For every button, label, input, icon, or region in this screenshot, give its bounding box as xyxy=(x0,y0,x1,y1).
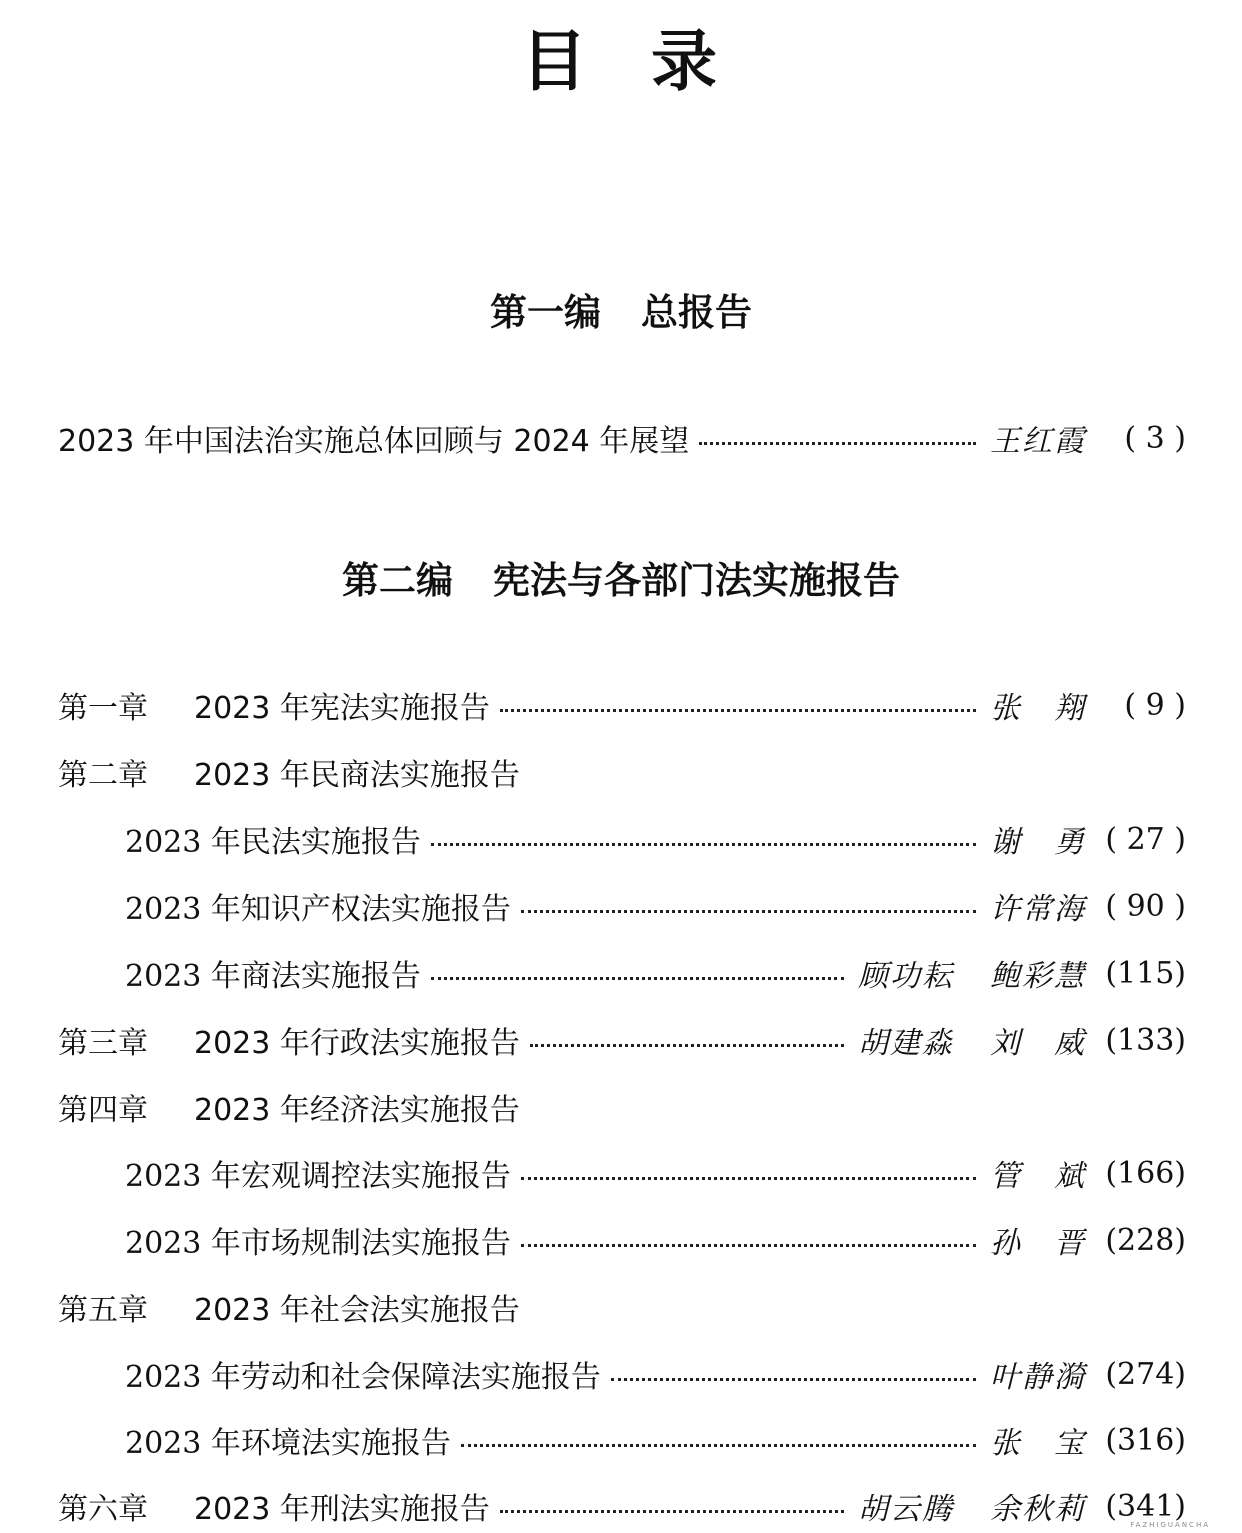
toc-entry-title: 2023 年环境法实施报告 xyxy=(125,1426,451,1461)
toc-entry-author: 孙 晋 xyxy=(990,1226,1086,1261)
watermark: FAZHIGUANCHA xyxy=(1130,1521,1210,1529)
author-2: 鲍彩慧 xyxy=(990,959,1086,994)
toc-entry-author: 张 翔 xyxy=(990,691,1086,726)
dot-leader xyxy=(521,1242,976,1247)
chapter-label: 第六章 xyxy=(58,1492,148,1527)
dot-leader xyxy=(699,440,976,445)
chapter-label: 第五章 xyxy=(58,1293,148,1328)
toc-entry-chapter-2[interactable] xyxy=(58,750,1186,794)
toc-entry-author: 谢 勇 xyxy=(990,825,1086,860)
toc-entry-author: 张 宝 xyxy=(990,1426,1086,1461)
part-label: 第二编 xyxy=(342,559,453,602)
dot-leader xyxy=(530,1042,844,1047)
toc-entry-page: (274) xyxy=(1105,1356,1186,1392)
toc-entry-author: 王红霞 xyxy=(990,424,1086,459)
toc-entry-page: (341) xyxy=(1105,1488,1186,1524)
dot-leader xyxy=(611,1376,976,1381)
toc-entry-overview[interactable] xyxy=(58,416,1186,460)
toc-entry-macro-control-law[interactable] xyxy=(125,1151,1186,1195)
page-title-char-2: 录 xyxy=(651,23,721,100)
toc-entry-page: ( 27 ) xyxy=(1105,821,1186,857)
toc-entry-title: 2023 年中国法治实施总体回顾与 2024 年展望 xyxy=(58,424,690,459)
toc-entry-title: 2023 年刑法实施报告 xyxy=(194,1492,490,1527)
toc-entry-title: 2023 年行政法实施报告 xyxy=(194,1026,520,1061)
toc-entry-title: 2023 年民法实施报告 xyxy=(125,825,421,860)
chapter-label: 第一章 xyxy=(58,691,148,726)
chapter-label: 第二章 xyxy=(58,758,148,793)
dot-leader xyxy=(500,707,976,712)
chapter-label: 第三章 xyxy=(58,1026,148,1061)
toc-entry-page: (316) xyxy=(1105,1422,1186,1458)
dot-leader xyxy=(461,1442,976,1447)
dot-leader xyxy=(431,841,976,846)
toc-entry-authors xyxy=(858,1018,1086,1062)
part-name: 宪法与各部门法实施报告 xyxy=(493,559,900,602)
toc-entry-title: 2023 年宪法实施报告 xyxy=(194,691,490,726)
toc-entry-page: (133) xyxy=(1105,1022,1186,1058)
author-1: 顾功耘 xyxy=(858,959,954,994)
chapter-label: 第四章 xyxy=(58,1093,148,1128)
dot-leader xyxy=(521,1175,976,1180)
toc-entry-page: (228) xyxy=(1105,1222,1186,1258)
toc-entry-author: 管 斌 xyxy=(990,1159,1086,1194)
toc-entry-chapter-6[interactable] xyxy=(58,1484,1186,1528)
toc-entry-title: 2023 年劳动和社会保障法实施报告 xyxy=(125,1360,601,1395)
toc-entry-ip-law[interactable] xyxy=(125,884,1186,928)
toc-entry-authors xyxy=(858,1484,1086,1528)
toc-entry-title: 2023 年宏观调控法实施报告 xyxy=(125,1159,511,1194)
toc-entry-page: ( 9 ) xyxy=(1124,687,1186,723)
dot-leader xyxy=(431,975,844,980)
dot-leader xyxy=(500,1508,844,1513)
toc-entry-title: 2023 年经济法实施报告 xyxy=(194,1093,520,1128)
toc-entry-authors xyxy=(858,951,1086,995)
toc-entry-chapter-1[interactable] xyxy=(58,683,1186,727)
toc-entry-chapter-4[interactable] xyxy=(58,1085,1186,1129)
page-title-char-1: 目 xyxy=(521,23,591,100)
author-2: 刘 威 xyxy=(990,1026,1086,1061)
author-1: 胡建淼 xyxy=(858,1026,954,1061)
toc-entry-page: ( 3 ) xyxy=(1124,420,1186,456)
author-1: 胡云腾 xyxy=(858,1492,954,1527)
toc-entry-chapter-5[interactable] xyxy=(58,1285,1186,1329)
toc-entry-title: 2023 年市场规制法实施报告 xyxy=(125,1226,511,1261)
toc-entry-title: 2023 年知识产权法实施报告 xyxy=(125,892,511,927)
toc-entry-page: ( 90 ) xyxy=(1105,888,1186,924)
toc-entry-civil-law[interactable] xyxy=(125,817,1186,861)
toc-entry-title: 2023 年商法实施报告 xyxy=(125,959,421,994)
toc-entry-page: (166) xyxy=(1105,1155,1186,1191)
toc-entry-title: 2023 年社会法实施报告 xyxy=(194,1293,520,1328)
toc-entry-page: (115) xyxy=(1105,955,1186,991)
part-label: 第一编 xyxy=(490,291,601,334)
toc-entry-title: 2023 年民商法实施报告 xyxy=(194,758,520,793)
part-name: 总报告 xyxy=(641,291,752,334)
part-heading-1 xyxy=(0,282,1242,336)
toc-entry-labor-law[interactable] xyxy=(125,1352,1186,1396)
toc-entry-market-regulation-law[interactable] xyxy=(125,1218,1186,1262)
toc-entry-commercial-law[interactable] xyxy=(125,951,1186,995)
part-heading-2 xyxy=(0,550,1242,604)
toc-entry-author: 叶静漪 xyxy=(990,1360,1086,1395)
toc-entry-chapter-3[interactable] xyxy=(58,1018,1186,1062)
toc-entry-author: 许常海 xyxy=(990,892,1086,927)
dot-leader xyxy=(521,908,976,913)
toc-entry-environmental-law[interactable] xyxy=(125,1418,1186,1462)
page-title xyxy=(0,8,1242,103)
author-2: 余秋莉 xyxy=(990,1492,1086,1527)
